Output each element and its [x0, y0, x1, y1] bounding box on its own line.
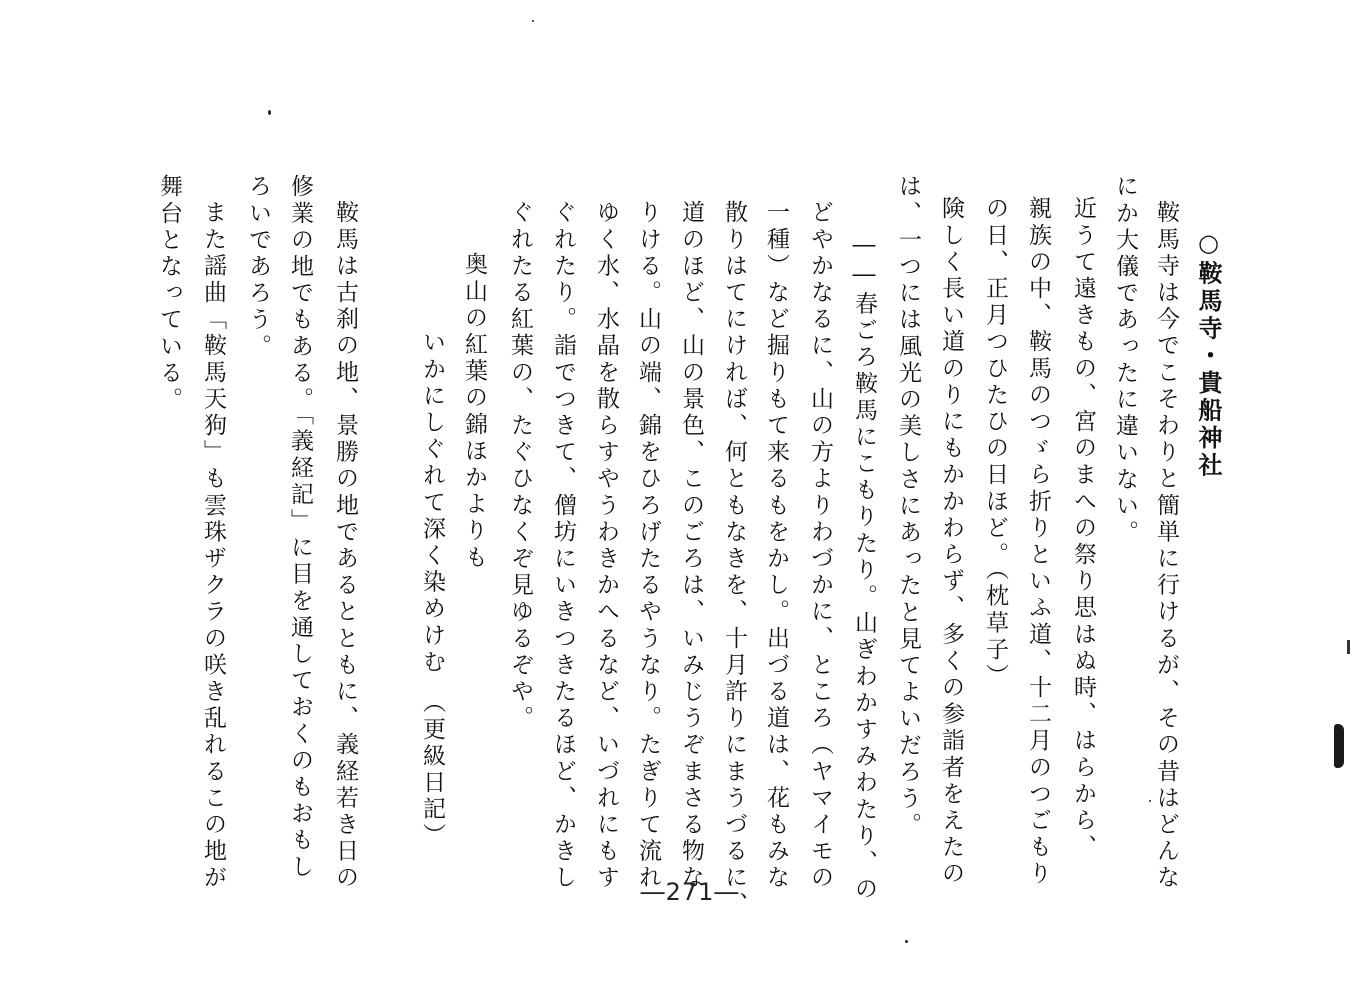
scan-speck: [1149, 800, 1151, 802]
paragraph-4-line-2: 舞台となっている。: [156, 174, 182, 414]
quote-sarashina-line-6: りける。山の端、錦をひろげたるやうなり。たぎりて流れ: [635, 200, 661, 892]
scan-edge-mark: [1334, 724, 1344, 768]
quote-makura-line-2: 親族の中、鞍馬のつゞら折りといふ道、十二月のつごもり: [1025, 196, 1051, 888]
quote-sarashina-line-9: ぐれたる紅葉の、たぐひなくぞ見ゆるぞや。: [507, 200, 533, 732]
paragraph-3-line-1: 鞍馬は古刹の地、景勝の地であるとともに、義経若き日の: [332, 200, 358, 892]
quote-sarashina-line-5: 道のほど、山の景色、このごろは、いみじうぞまさる物な: [678, 200, 704, 892]
page-number: ―271―: [640, 878, 740, 906]
quote-sarashina-line-2: どやかなるに、山の方よりわづかに、ところ（ヤマイモの: [807, 200, 833, 892]
paragraph-1-line-1: 鞍馬寺は今でこそわりと簡単に行けるが、その昔はどんな: [1153, 200, 1179, 892]
poem-line-2: いかにしぐれて深く染めけむ: [419, 330, 445, 676]
paragraph-3-line-3: ろいであろう。: [245, 174, 271, 361]
scan-edge-mark-small: [1347, 640, 1350, 654]
quote-sarashina-line-1: ――春ごろ鞍馬にこもりたり。山ぎわかすみわたり、の: [851, 232, 877, 903]
scan-speck: [905, 940, 908, 943]
quote-sarashina-line-4: 散りはてにければ、何ともなきを、十月許りにまうづるに、: [721, 200, 747, 919]
paragraph-1-line-2: にか大儀であったに違いない。: [1112, 174, 1138, 547]
section-title: ○鞍馬寺・貴船神社: [1194, 228, 1223, 480]
quote-sarashina-line-3: 一種）など掘りもて来るもをかし。出づる道は、花もみな: [763, 200, 789, 892]
quote-sarashina-line-7: ゆく水、水晶を散らすやうわきかへるなど、いづれにもす: [593, 200, 619, 892]
poem-source: （更級日記）: [419, 690, 445, 850]
scan-speck: [268, 110, 271, 115]
paragraph-3-line-2: 修業の地でもある。「義経記」に目を通しておくのもおもし: [287, 174, 313, 881]
poem-line-1: 奥山の紅葉の錦ほかよりも: [461, 252, 487, 572]
paragraph-4-line-1: また謡曲「鞍馬天狗」も雲珠ザクラの咲き乱れるこの地が: [200, 200, 226, 892]
paragraph-2-line-1: 険しく長い道のりにもかかわらず、多くの参詣者をえたの: [938, 196, 964, 888]
quote-makura-line-3: の日、正月つひたひの日ほど。（枕草子）: [982, 196, 1008, 690]
quote-sarashina-line-8: ぐれたり。詣でつきて、僧坊にいきつきたるほど、かきし: [550, 200, 576, 892]
quote-makura-line-1: 近うて遠きもの、宮のまへの祭り思はぬ時、はらから、: [1070, 196, 1096, 861]
scan-speck: [532, 20, 534, 22]
paragraph-2-line-2: は、一つには風光の美しさにあったと見てよいだろう。: [895, 174, 921, 839]
